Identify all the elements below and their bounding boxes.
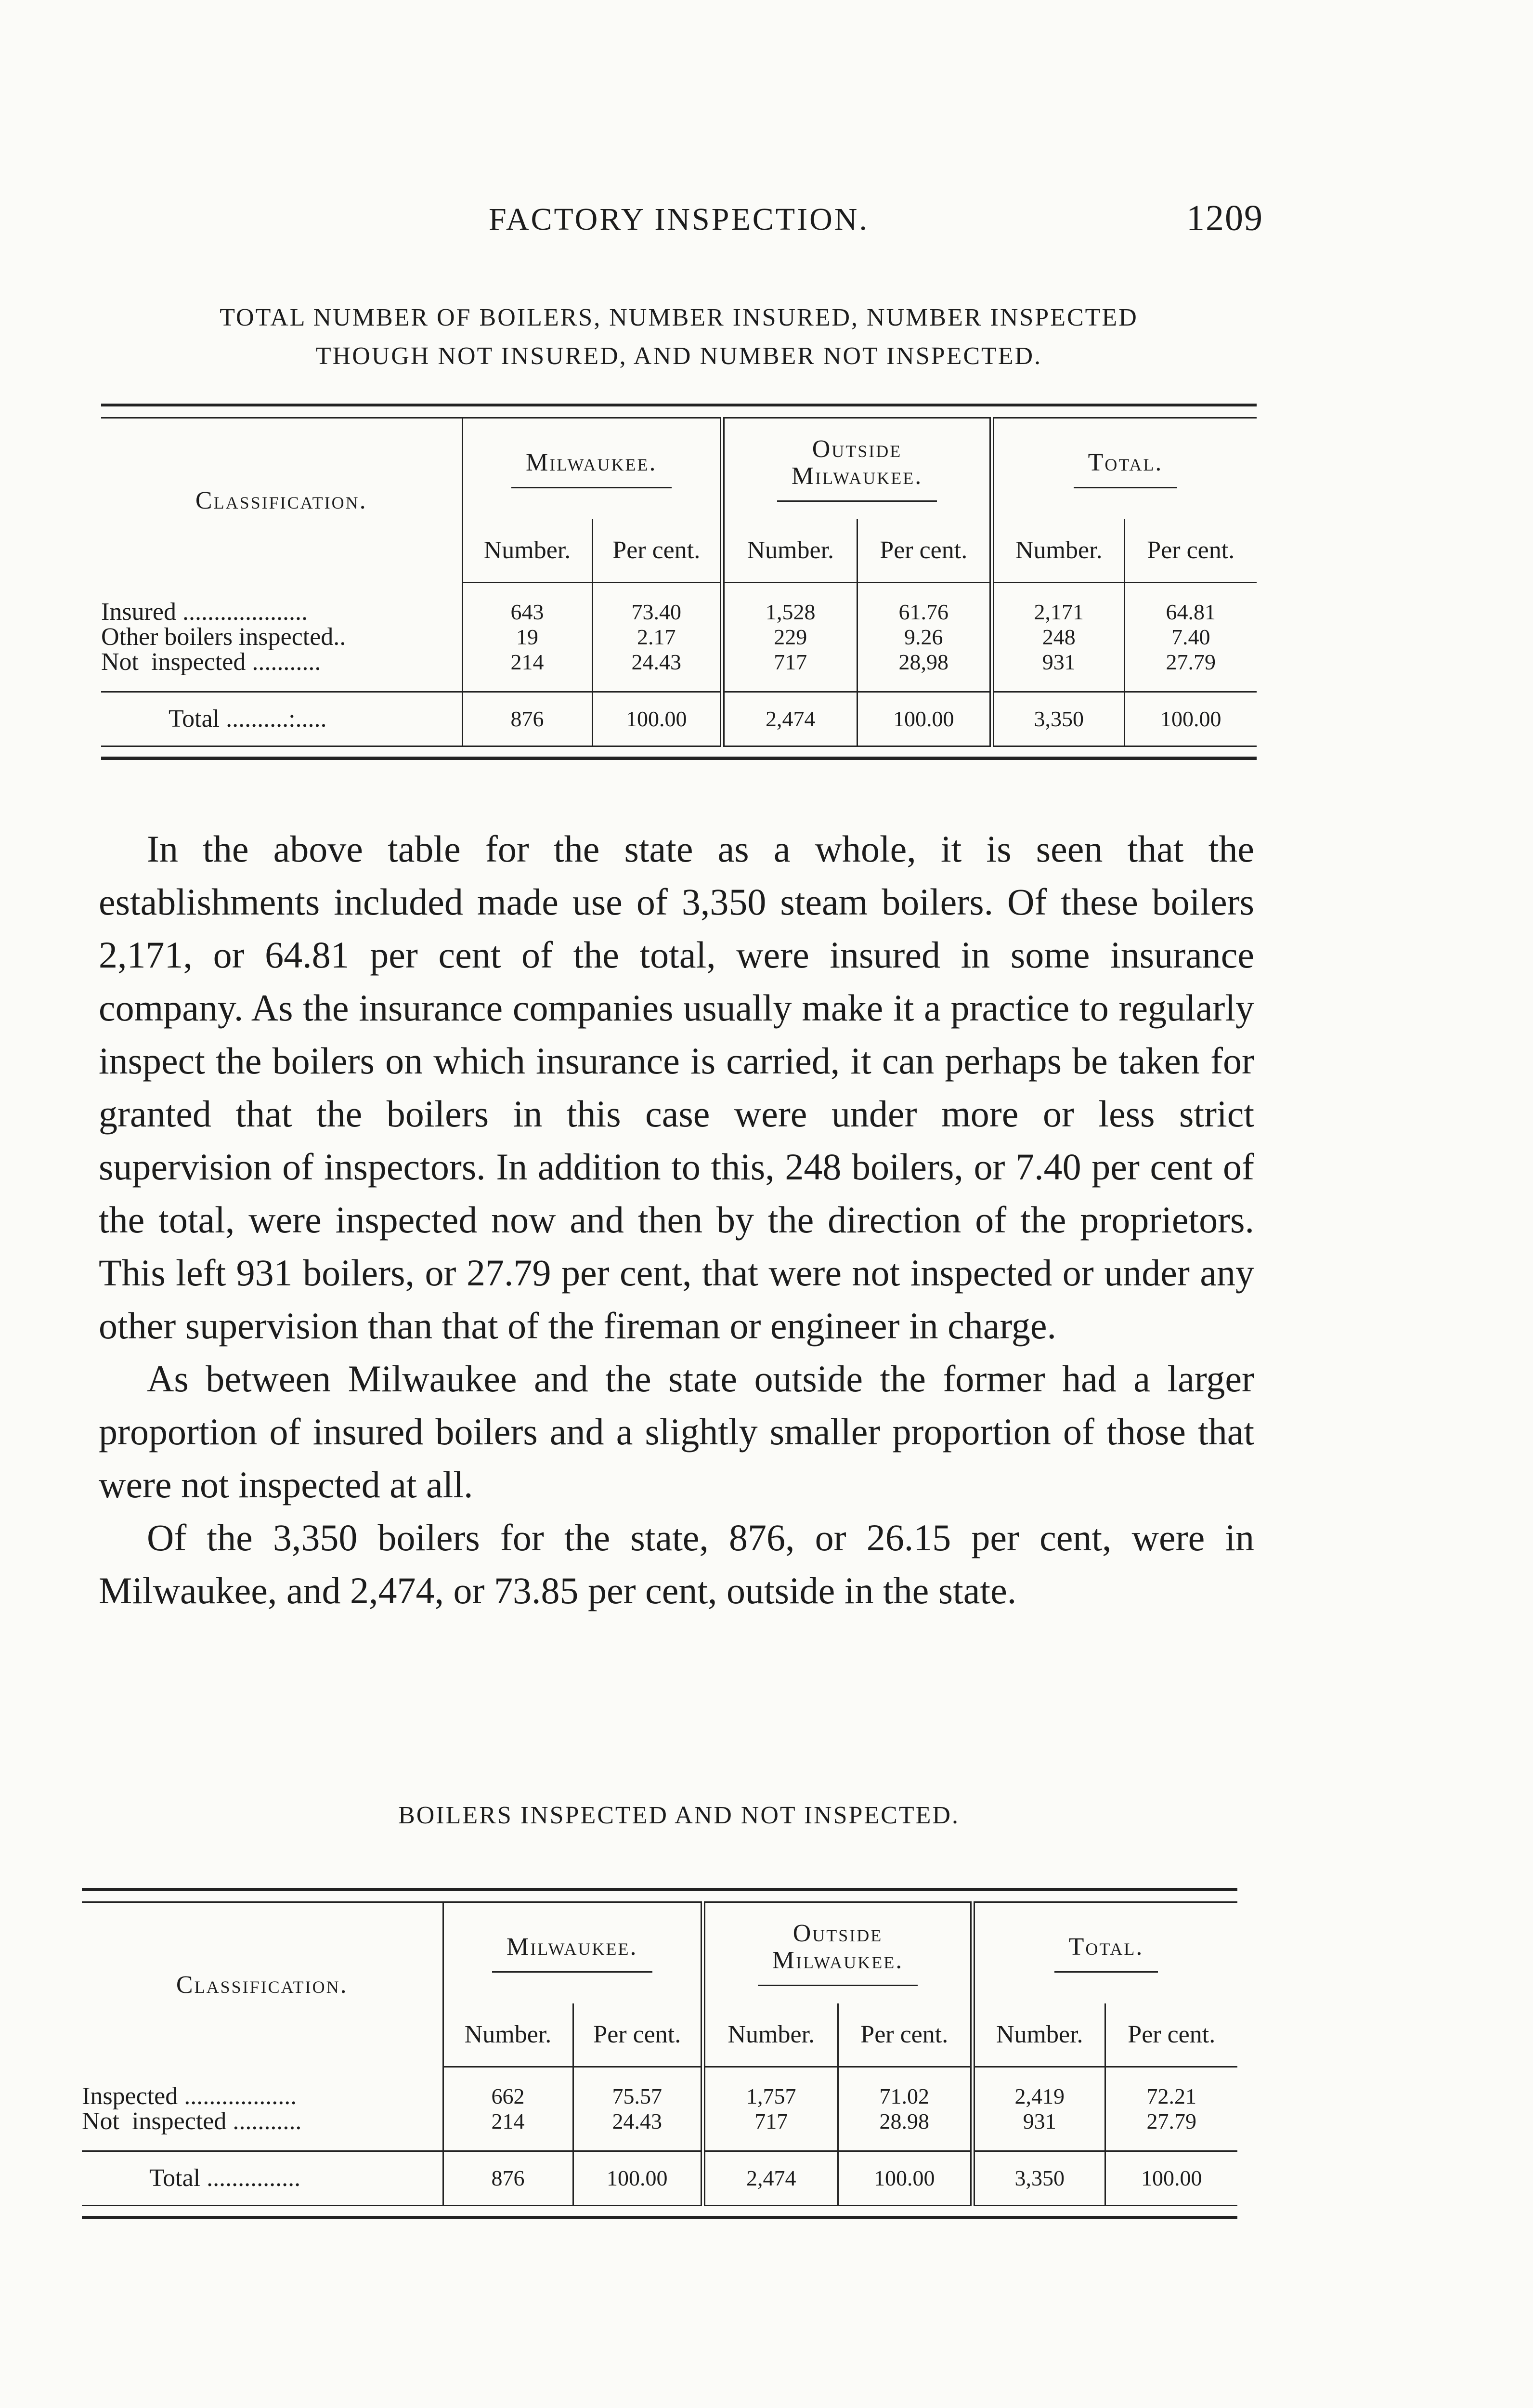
table1 xyxy=(101,404,1257,760)
cell-value: 75.57 xyxy=(573,2084,703,2109)
cell-value: 24.43 xyxy=(573,2109,703,2134)
cell-value: 876 xyxy=(462,692,592,746)
table-row xyxy=(101,625,1257,650)
running-title: FACTORY INSPECTION. xyxy=(489,202,869,237)
total-label: Total ..........:..... xyxy=(101,692,462,746)
row-label: Not inspected ........... xyxy=(101,648,321,676)
cell-value: 72.21 xyxy=(1105,2084,1237,2109)
row-label: Insured .................... xyxy=(101,598,308,626)
cell-value: 28,98 xyxy=(857,650,992,675)
row-label: Inspected .................. xyxy=(82,2082,297,2110)
cell-value: 71.02 xyxy=(838,2084,973,2109)
table1-group-outside-milwaukee xyxy=(722,418,992,519)
table2-group-outside-milwaukee xyxy=(703,1902,973,2003)
table2 xyxy=(82,1888,1237,2219)
body-text xyxy=(99,823,1254,1617)
cell-value: 27.79 xyxy=(1105,2109,1237,2134)
cell-value: 229 xyxy=(722,625,857,650)
table2-group-total xyxy=(973,1902,1237,2003)
table2-subheader-percent: Per cent. xyxy=(1105,2003,1237,2067)
table2-subheader-percent: Per cent. xyxy=(838,2003,973,2067)
table2-subheader-number: Number. xyxy=(443,2003,573,2067)
running-head xyxy=(0,197,1533,241)
cell-value: 876 xyxy=(443,2151,573,2205)
cell-value: 3,350 xyxy=(973,2151,1105,2205)
table-total-row xyxy=(82,2151,1237,2205)
cell-value: 7.40 xyxy=(1124,625,1257,650)
table-row xyxy=(101,650,1257,675)
table1-group-total xyxy=(992,418,1257,519)
table2-group-total-label: Total. xyxy=(1068,1933,1144,1961)
cell-value: 100.00 xyxy=(573,2151,703,2205)
table1-subheader-number: Number. xyxy=(992,519,1124,583)
cell-value: 61.76 xyxy=(857,600,992,625)
cell-value: 2.17 xyxy=(592,625,722,650)
page-number: 1209 xyxy=(1186,198,1263,238)
row-label: Other boilers inspected.. xyxy=(101,623,346,651)
total-label: Total ............... xyxy=(82,2151,443,2205)
cell-value: 73.40 xyxy=(592,600,722,625)
table1-group-milwaukee xyxy=(462,418,722,519)
cell-value: 214 xyxy=(462,650,592,675)
cell-value: 100.00 xyxy=(1105,2151,1237,2205)
table1-title xyxy=(96,299,1261,376)
table1-top-rule xyxy=(101,405,1257,418)
table1-group-total-label: Total. xyxy=(1088,448,1163,476)
cell-value: 9.26 xyxy=(857,625,992,650)
table2-subheader-percent: Per cent. xyxy=(573,2003,703,2067)
cell-value: 2,171 xyxy=(992,600,1124,625)
table1-title-line1: TOTAL NUMBER OF BOILERS, NUMBER INSURED, NUMBER INSPECTED xyxy=(220,304,1138,331)
table1-subheader-percent: Per cent. xyxy=(857,519,992,583)
cell-value: 248 xyxy=(992,625,1124,650)
table1-bottom-rule xyxy=(101,746,1257,758)
cell-value: 1,528 xyxy=(722,600,857,625)
table-row xyxy=(101,600,1257,625)
cell-value: 717 xyxy=(722,650,857,675)
cell-value: 214 xyxy=(443,2109,573,2134)
cell-value: 1,757 xyxy=(703,2084,838,2109)
table1-title-line2: THOUGH NOT INSURED, AND NUMBER NOT INSPECTED. xyxy=(315,342,1042,370)
cell-value: 931 xyxy=(973,2109,1105,2134)
cell-value: 27.79 xyxy=(1124,650,1257,675)
table2-top-rule xyxy=(82,1889,1237,1902)
paragraph: As between Milwaukee and the state outside the former had a larger proportion of insured boilers and a slightly smaller proportion of those that were not inspected at all. xyxy=(99,1358,1254,1505)
cell-value: 643 xyxy=(462,600,592,625)
cell-value: 2,474 xyxy=(722,692,857,746)
table2-subheader-number: Number. xyxy=(703,2003,838,2067)
paragraph: Of the 3,350 boilers for the state, 876, or 26.15 per cent, were in Milwaukee, and 2,474, or 73.85 per cent, outside in the state. xyxy=(99,1517,1254,1611)
cell-value: 3,350 xyxy=(992,692,1124,746)
table2-title: BOILERS INSPECTED AND NOT INSPECTED. xyxy=(398,1802,960,1829)
cell-value: 100.00 xyxy=(592,692,722,746)
cell-value: 662 xyxy=(443,2084,573,2109)
table1-group-outside-label: Outside xyxy=(812,435,902,463)
cell-value: 28.98 xyxy=(838,2109,973,2134)
cell-value: 24.43 xyxy=(592,650,722,675)
table1-subheader-number: Number. xyxy=(462,519,592,583)
table1-subheader-percent: Per cent. xyxy=(592,519,722,583)
paragraph: In the above table for the state as a whole, it is seen that the establishments included made use of 3,350 steam boilers. Of these boilers 2,171, or 64.81 per cent of the total, were insured in some insurance company. As the insurance companies usually make it a practice to regularly inspect the boilers on which insurance is carried, it can perhaps be taken for granted that the boilers in this case were under more or less strict supervision of inspectors. In addition to this, 248 boilers, or 7.40 per cent of the total, were inspected now and then by the direction of the proprietors. This left 931 boilers, or 27.79 per cent, that were not inspected or under any other supervision than that of the fireman or engineer in charge. xyxy=(99,828,1254,1347)
table1-subheader-number: Number. xyxy=(722,519,857,583)
table2-group-milwaukee xyxy=(443,1902,703,2003)
table-row xyxy=(82,2084,1237,2109)
table-row xyxy=(82,2109,1237,2134)
table1-subheader-percent: Per cent. xyxy=(1124,519,1257,583)
cell-value: 100.00 xyxy=(838,2151,973,2205)
cell-value: 931 xyxy=(992,650,1124,675)
cell-value: 2,419 xyxy=(973,2084,1105,2109)
table-total-row xyxy=(101,692,1257,746)
cell-value: 64.81 xyxy=(1124,600,1257,625)
table2-group-milwaukee-label: Milwaukee. xyxy=(506,1933,638,1961)
table1-group-milwaukee-label: Milwaukee. xyxy=(525,448,657,476)
cell-value: 19 xyxy=(462,625,592,650)
table2-group-outside-label-line2: Milwaukee. xyxy=(772,1946,904,1974)
table1-group-outside-label-line2: Milwaukee. xyxy=(791,462,923,490)
row-label: Not inspected ........... xyxy=(82,2107,302,2135)
cell-value: 100.00 xyxy=(857,692,992,746)
table2-classification-header: Classification. xyxy=(176,1971,348,1999)
table2-subheader-number: Number. xyxy=(973,2003,1105,2067)
table2-bottom-rule xyxy=(82,2205,1237,2217)
table1-classification-header: Classification. xyxy=(195,486,367,514)
table2-group-outside-label: Outside xyxy=(792,1919,883,1947)
cell-value: 100.00 xyxy=(1124,692,1257,746)
cell-value: 2,474 xyxy=(703,2151,838,2205)
cell-value: 717 xyxy=(703,2109,838,2134)
